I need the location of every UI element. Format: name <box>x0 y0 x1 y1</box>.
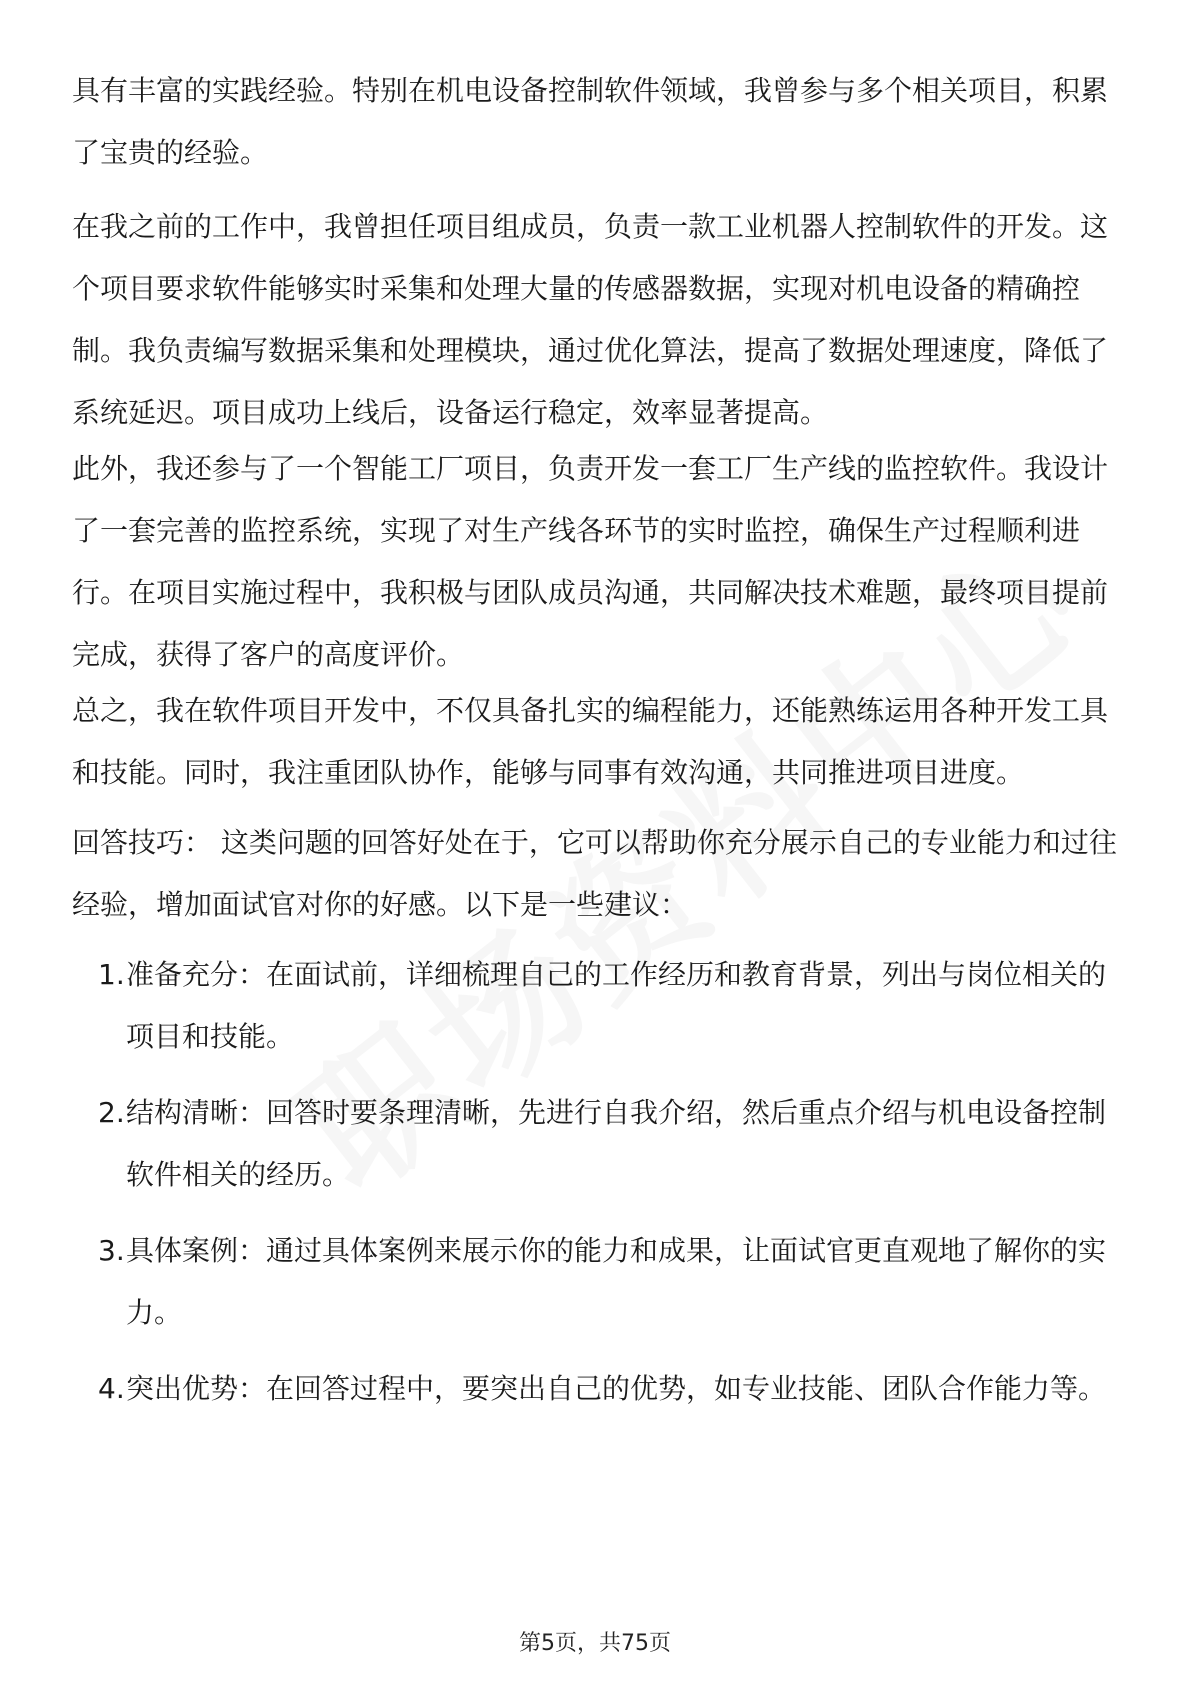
list-number: 3. <box>98 1234 125 1267</box>
list-item-text: 突出优势：在回答过程中，要突出自己的优势，如专业技能、团队合作能力等。 <box>126 1372 1107 1405</box>
list-item <box>72 1082 1122 1206</box>
list-item <box>72 944 1122 1068</box>
list-item-text: 结构清晰：回答时要条理清晰，先进行自我介绍，然后重点介绍与机电设备控制软件相关的经历。 <box>126 1096 1107 1191</box>
list-item-text: 具体案例：通过具体案例来展示你的能力和成果，让面试官更直观地了解你的实力。 <box>126 1234 1107 1329</box>
list-number: 2. <box>98 1096 125 1129</box>
paragraph-robot-project: 在我之前的工作中，我曾担任项目组成员，负责一款工业机器人控制软件的开发。这个项目要求软件能够实时采集和处理大量的传感器数据，实现对机电设备的精确控制。我负责编写数据采集和处理模块，通过优化算法，提高了数据处理速度，降低了系统延迟。项目成功上线后，设备运行稳定，效率显著提高。 <box>72 210 1109 429</box>
paragraph-smart-factory: 此外，我还参与了一个智能工厂项目，负责开发一套工厂生产线的监控软件。我设计了一套完善的监控系统，实现了对生产线各环节的实时监控，确保生产过程顺利进行。在项目实施过程中，我积极与团队成员沟通，共同解决技术难题，最终项目提前完成，获得了客户的高度评价。 <box>72 452 1109 671</box>
paragraph-answer-tips: 回答技巧： 这类问题的回答好处在于，它可以帮助你充分展示自己的专业能力和过往经验，增加面试官对你的好感。以下是一些建议： <box>72 826 1117 921</box>
list-item-text: 准备充分：在面试前，详细梳理自己的工作经历和教育背景，列出与岗位相关的项目和技能。 <box>126 958 1107 1053</box>
list-number: 1. <box>98 958 125 991</box>
list-number: 4. <box>98 1372 125 1405</box>
list-item <box>72 1220 1122 1344</box>
paragraph-experience-intro: 具有丰富的实践经验。特别在机电设备控制软件领域，我曾参与多个相关项目，积累了宝贵的经验。 <box>72 74 1109 169</box>
list-item <box>72 1358 1122 1420</box>
paragraph-summary: 总之，我在软件项目开发中，不仅具备扎实的编程能力，还能熟练运用各种开发工具和技能。同时，我注重团队协作，能够与同事有效沟通，共同推进项目进度。 <box>72 694 1109 789</box>
page-number-footer: 第5页，共75页 <box>519 1631 671 1656</box>
